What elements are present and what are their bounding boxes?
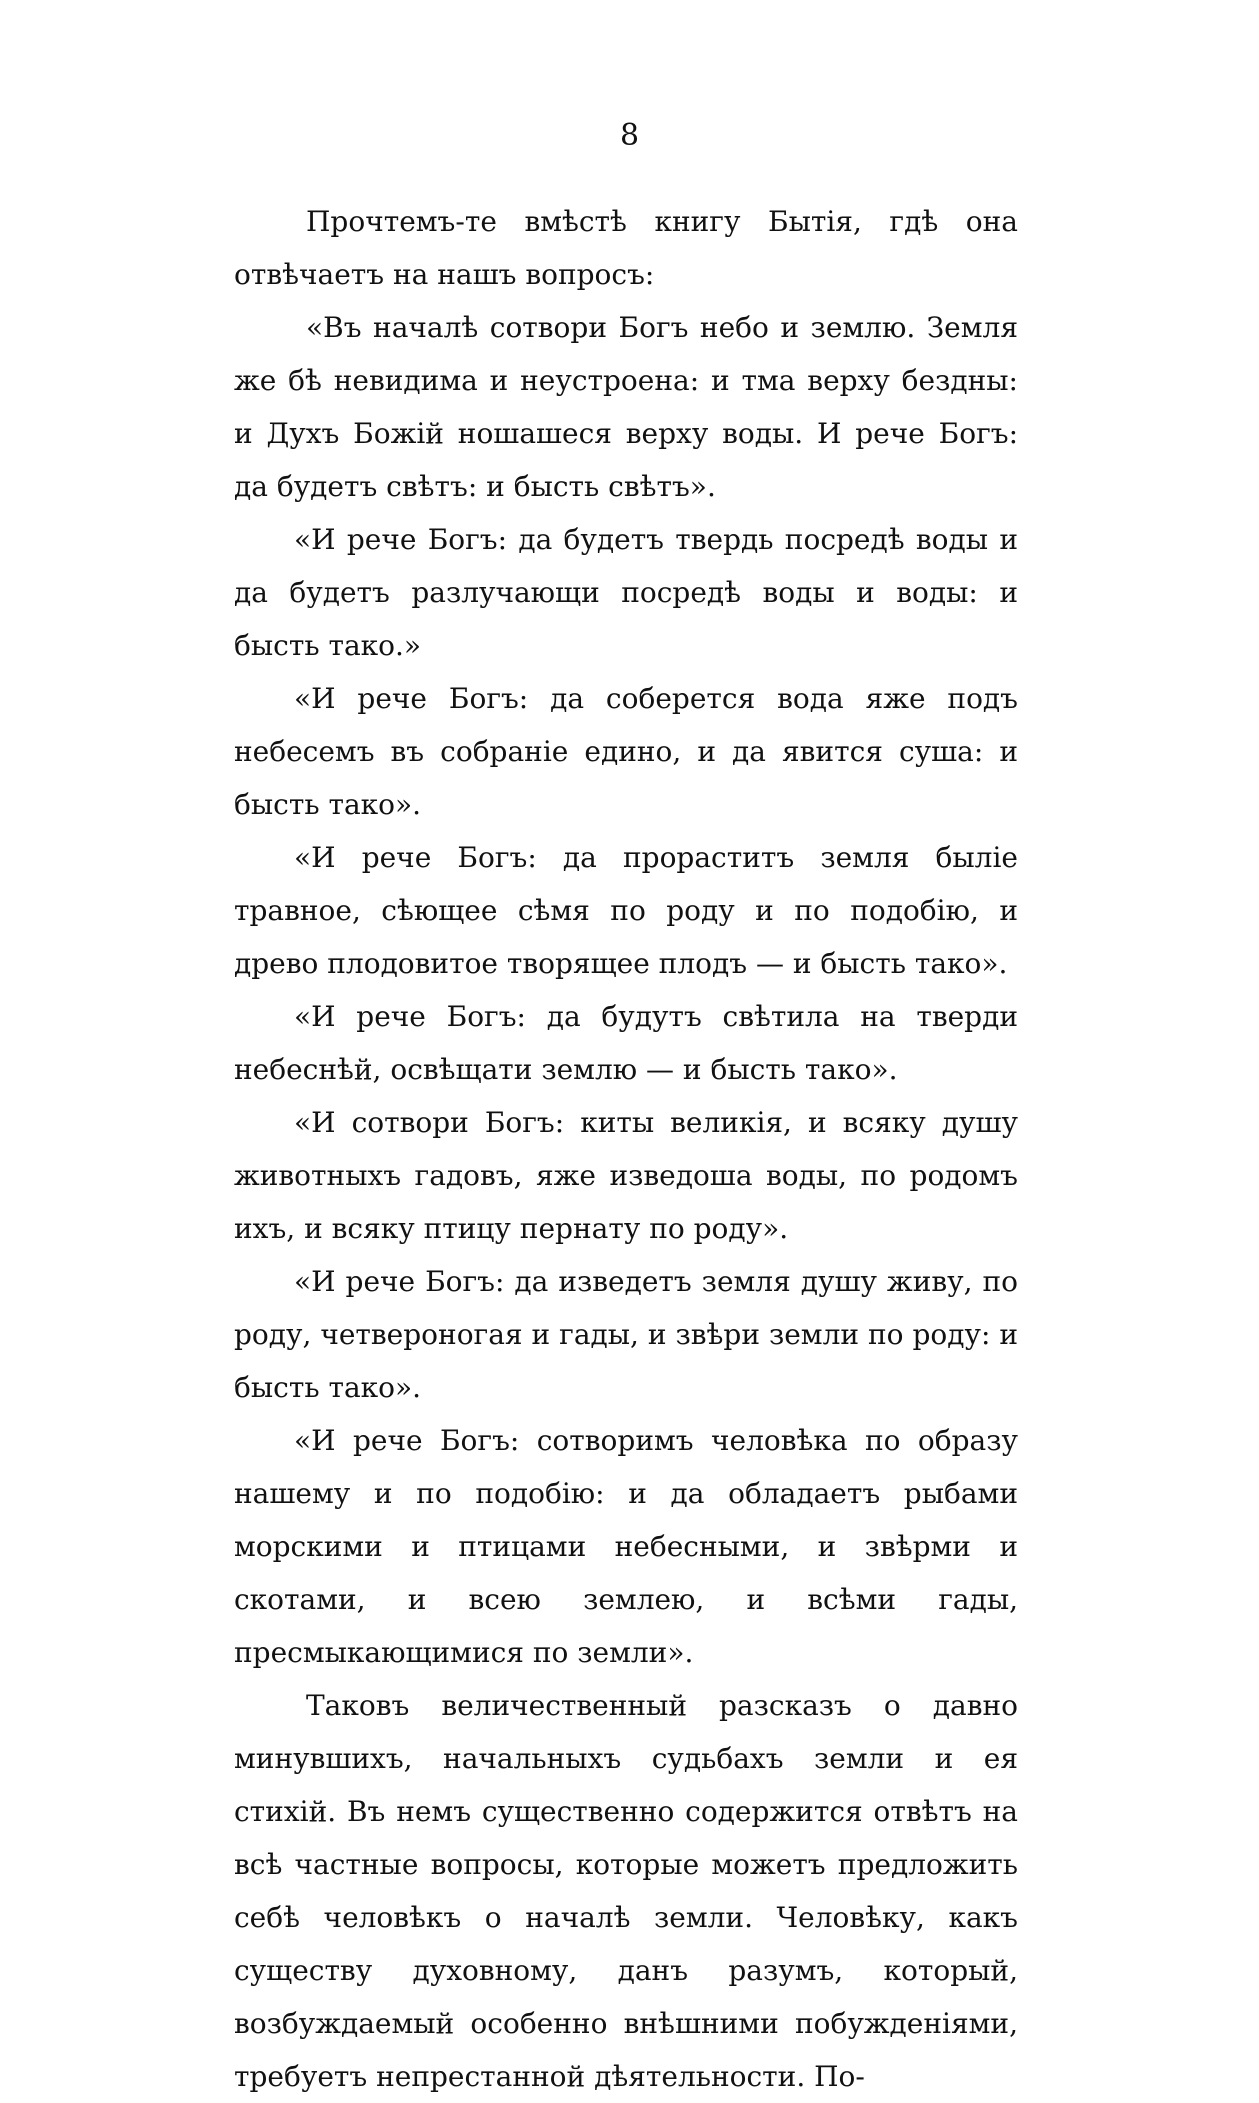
- paragraph-quote-plants: «И рече Богъ: да прораститъ земля быліе травное, сѣющее сѣмя по роду и по подобію, и древо плодовитое творящее плодъ — и бысть тако».: [234, 841, 1018, 980]
- paragraph-quote-man: «И рече Богъ: сотворимъ человѣка по образу нашему и по подобію: и да обладаетъ рыбами морскими и птицами небесными, и звѣрми и скотами, и всею землею, и всѣми гады, пресмыкающимися по земли».: [234, 1424, 1018, 1669]
- paragraph-intro: Прочтемъ-те вмѣстѣ книгу Бытія, гдѣ она отвѣчаетъ на нашъ вопросъ:: [234, 205, 1018, 291]
- page-number: 8: [619, 118, 640, 153]
- paragraph-quote-firmament: «И рече Богъ: да будетъ твердь посредѣ воды и да будетъ разлучающи посредѣ воды и воды: и бысть тако.»: [234, 523, 1018, 662]
- paragraph-quote-light: «Въ началѣ сотвори Богъ небо и землю. Земля же бѣ невидима и неустроена: и тма верху бездны: и Духъ Божій ношашеся верху воды. И рече Богъ: да будетъ свѣтъ: и бысть свѣтъ».: [234, 311, 1018, 503]
- body-text: [234, 195, 1018, 2103]
- paragraph-commentary: Таковъ величественный разсказъ о давно минувшихъ, начальныхъ судьбахъ земли и ея стихій. Въ немъ существенно содержится отвѣтъ на всѣ частные вопросы, которые можетъ предложить себѣ человѣкъ о началѣ земли. Человѣку, какъ существу духовному, данъ разумъ, который, возбуждаемый особенно внѣшними побужденіями, требуетъ непрестанной дѣятельности. По-: [234, 1689, 1018, 2093]
- paragraph-quote-land-animals: «И рече Богъ: да изведетъ земля душу живу, по роду, четвероногая и гады, и звѣри земли по роду: и бысть тако».: [234, 1265, 1018, 1404]
- paragraph-quote-land: «И рече Богъ: да соберется вода яже подъ небесемъ въ собраніе едино, и да явится суша: и бысть тако».: [234, 682, 1018, 821]
- paragraph-quote-lights: «И рече Богъ: да будутъ свѣтила на тверди небеснѣй, освѣщати землю — и бысть тако».: [234, 1000, 1018, 1086]
- paragraph-quote-sea-creatures: «И сотвори Богъ: киты великія, и всяку душу животныхъ гадовъ, яже изведоша воды, по родомъ ихъ, и всяку птицу пернату по роду».: [234, 1106, 1018, 1245]
